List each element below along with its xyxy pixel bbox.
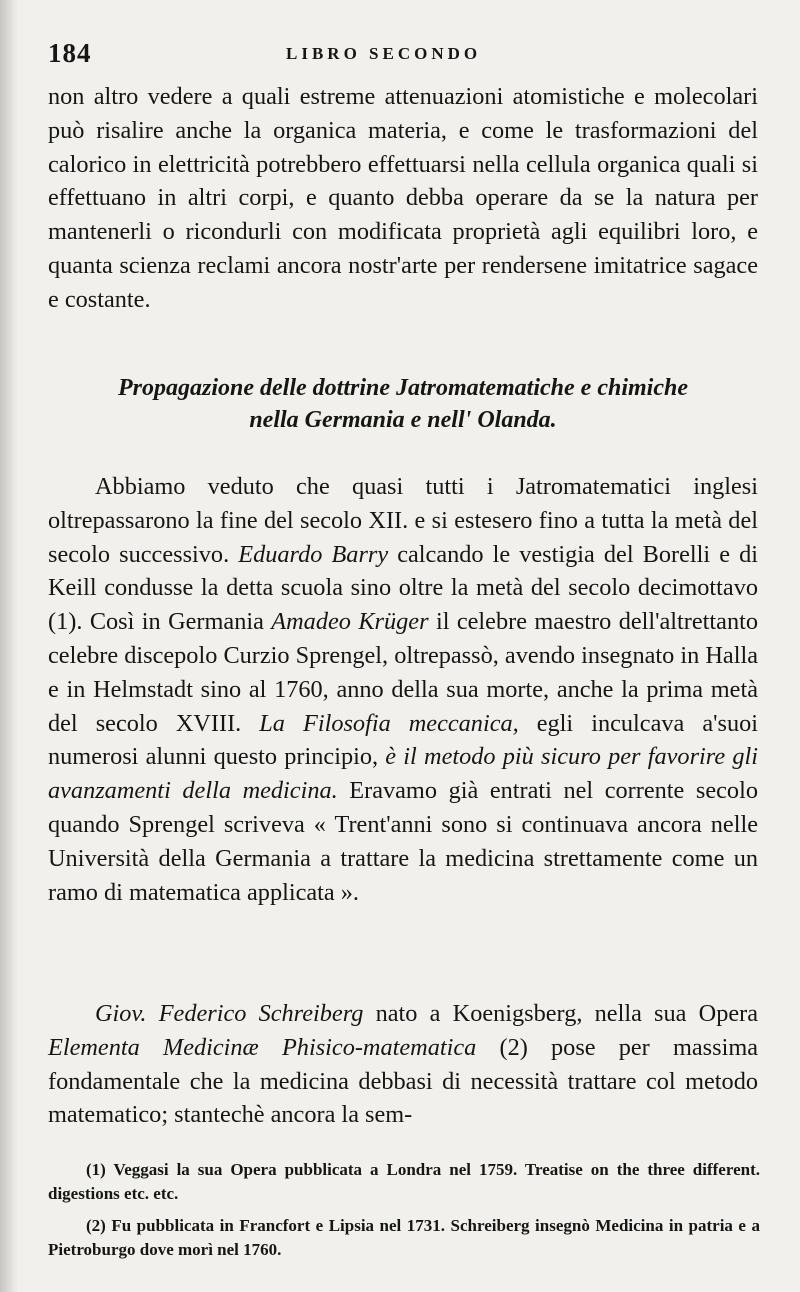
section-heading-line-1: Propagazione delle dottrine Jatromatematiche e chimiche [118, 375, 688, 401]
section-heading-line-2: nella Germania e nell' Olanda. [249, 407, 557, 433]
paragraph-2-text-1: Abbiamo veduto che quasi tutti i Jatromatematici inglesi oltrepassarono la fine del secolo XII. e si estesero fino a tutta la metà del secolo successivo. [48, 473, 758, 568]
section-heading [48, 372, 758, 436]
person-name-eduardo-barry: Eduardo Barry [238, 540, 389, 568]
paragraph-2-text-5: Eravamo già entrati nel corrente secolo quando Sprengel scriveva « Trent'anni sono si continuava ancora nelle Università della Germania a trattare la medicina strettamente come un ramo di matematica applicata ». [48, 777, 758, 906]
book-title-elementa-medicinae: Elementa Medicinæ Phisico-matematica [48, 1033, 477, 1061]
page-header [48, 38, 760, 70]
paragraph-3-text-1: nato a Koenigsberg, nella sua Opera [363, 1000, 759, 1027]
paragraph-3-text-2: (2) pose per massima fondamentale che la medicina debbasi di necessità trattare col metodo matematico; stantechè ancora la sem- [48, 1033, 759, 1129]
italic-principle-quote: è il metodo più sicuro per favorire gli avanzamenti della medicina. [48, 743, 758, 805]
paragraph-2-text-4: egli inculcava a'suoi numerosi alunni questo principio, [48, 709, 758, 771]
paragraph-2 [48, 470, 758, 909]
footnote-1: (1) Veggasi la sua Opera pubblicata a Londra nel 1759. Treatise on the three different. digestions etc. etc. [48, 1160, 760, 1203]
footnotes [48, 1158, 760, 1262]
paragraph-1: non altro vedere a quali estreme attenuazioni atomistiche e molecolari può risalire anche la organica materia, e come le trasformazioni del calorico in elettricità potrebbero effettuarsi nella cellula organica quali si effettuano in altri corpi, e quanto debba operare da se la natura per mantenerli o ricondurli con modificata proprietà agli equilibri loro, e quanta scienza reclami ancora nostr'arte per rendersene imitatrice sagace e costante. [48, 83, 758, 313]
page-number: 184 [48, 38, 92, 68]
running-head: LIBRO SECONDO [286, 44, 482, 63]
footnote-2: (2) Fu pubblicata in Francfort e Lipsia nel 1731. Schreiberg insegnò Medicina in patria e a Pietroburgo dove morì nel 1760. [48, 1216, 760, 1259]
person-name-schreiberg: Giov. Federico Schreiberg [95, 1000, 364, 1027]
paragraph-3 [48, 997, 758, 1132]
person-name-amadeo-kruger: Amadeo Krüger [271, 608, 429, 636]
paragraph-2-text-3: il celebre maestro dell'altrettanto celebre discepolo Curzio Sprengel, oltrepassò, avendo insegnato in Halla e in Helmstadt sino al 1760, anno della sua morte, anche la prima metà del secolo XVIII. [48, 608, 759, 737]
book-title-filosofia-meccanica: La Filosofia meccanica, [259, 709, 519, 737]
paragraph-2-text-2: calcando le vestigia del Borelli e di Keill condusse la detta scuola sino oltre la metà del secolo decimottavo (1). Così in Germania [48, 540, 758, 636]
